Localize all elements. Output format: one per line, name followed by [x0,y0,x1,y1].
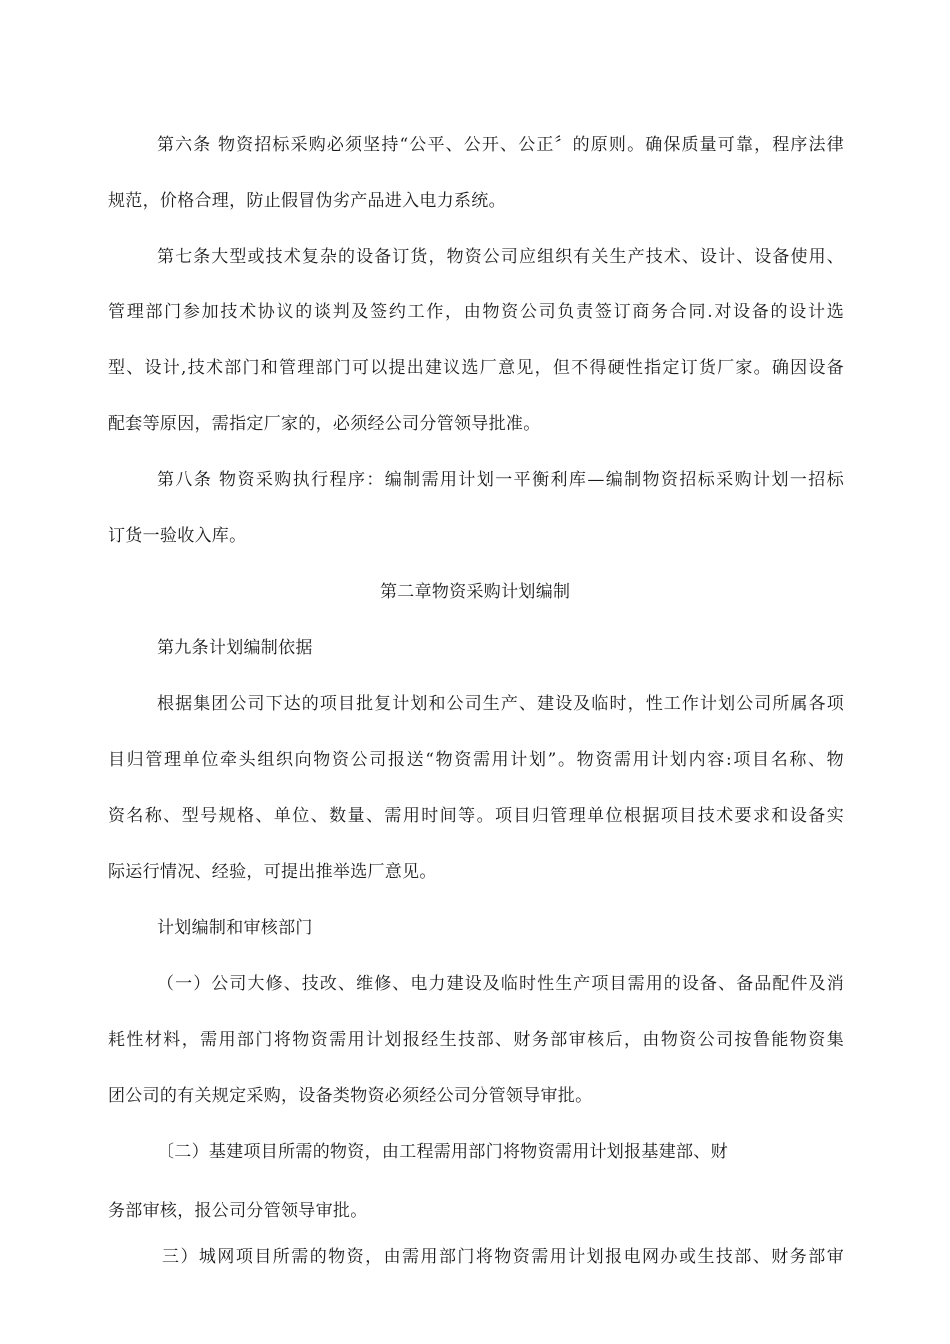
article-7-line-2: 管理部门参加技术协议的谈判及签约工作，由物资公司负责签订商务合同.对设备的设计选 [108,302,844,322]
chapter-heading: 第二章物资采购计划编制 [380,582,571,602]
article-7-line-4: 配套等原因，需指定厂家的，必须经公司分管领导批准。 [108,414,541,434]
item-3-line-1: 三）城网项目所需的物资，由需用部门将物资需用计划报电网办或生技部、财务部审 [162,1247,844,1267]
basis-line-1: 根据集团公司下达的项目批复计划和公司生产、建设及临时，性工作计划公司所属各项 [157,694,844,714]
item-1-line-1: （一）公司大修、技改、维修、电力建设及临时性生产项目需用的设备、备品配件及消 [157,974,844,994]
article-8-line-1: 第八条 物资采购执行程序：编制需用计划一平衡利库—编制物资招标采购计划一招标 [157,470,844,490]
basis-line-2: 目归管理单位牵头组织向物资公司报送“物资需用计划”。物资需用计划内容:项目名称、物 [108,750,844,770]
item-1-line-3: 团公司的有关规定采购，设备类物资必须经公司分管领导审批。 [108,1086,593,1106]
item-2-line-2: 务部审核，报公司分管领导审批。 [108,1201,368,1221]
article-8-line-2: 订货一验收入库。 [108,526,247,546]
article-6-line-2: 规范，价格合理，防止假冒伪劣产品进入电力系统。 [108,191,506,211]
item-2-line-1: 〔二）基建项目所需的物资，由工程需用部门将物资需用计划报基建部、财 [157,1142,728,1162]
basis-line-3: 资名称、型号规格、单位、数量、需用时间等。项目归管理单位根据项目技术要求和设备实 [108,806,844,826]
departments-heading: 计划编制和审核部门 [157,918,313,938]
article-7-line-1: 第七条大型或技术复杂的设备订货，物资公司应组织有关生产技术、设计、设备使用、 [157,247,844,267]
article-9-title: 第九条计划编制依据 [157,638,313,658]
article-6-line-1: 第六条 物资招标采购必须坚持“公平、公开、公正〞的原则。确保质量可靠，程序法律 [157,135,844,155]
basis-line-4: 际运行情况、经验，可提出推举选厂意见。 [108,862,437,882]
item-1-line-2: 耗性材料，需用部门将物资需用计划报经生技部、财务部审核后，由物资公司按鲁能物资集 [108,1030,844,1050]
article-7-line-3: 型、设计,技术部门和管理部门可以提出建议选厂意见，但不得硬性指定订货厂家。确因设备 [108,358,844,378]
